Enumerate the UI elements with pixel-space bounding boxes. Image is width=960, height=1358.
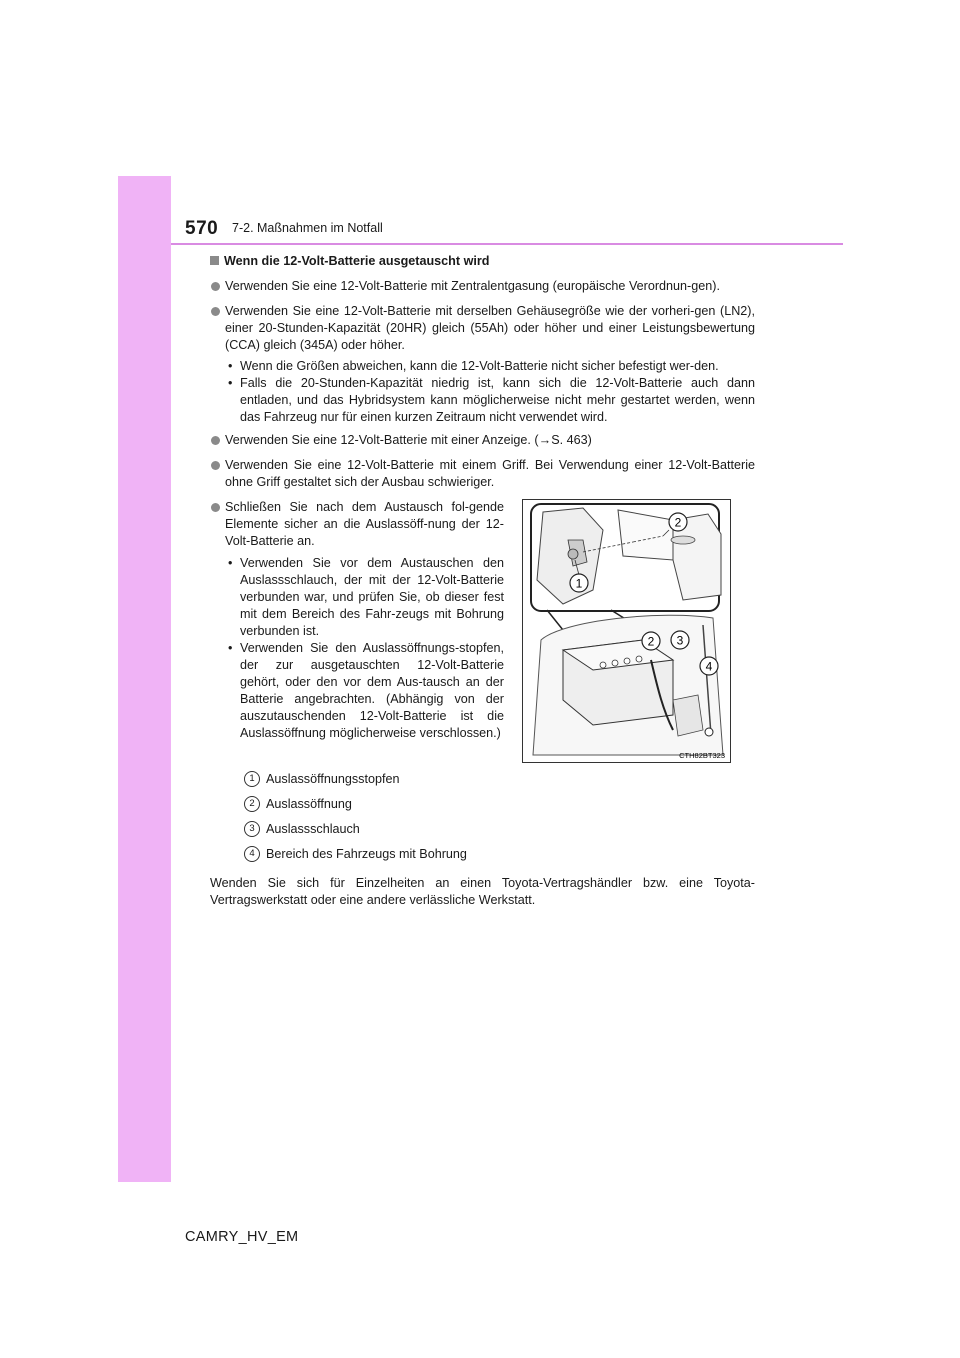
closing-paragraph: Wenden Sie sich für Einzelheiten an einen Toyota-Vertragshändler bzw. eine Toyota-Vertragswerkstatt oder eine andere verlässliche Werkstatt. <box>210 876 755 907</box>
callout-3: 3 <box>676 633 684 648</box>
sub-bullet-list <box>210 358 755 426</box>
callout-2: 2 <box>674 515 682 530</box>
sub-bullet-item: • Verwenden Sie vor dem Austauschen den Auslassschlauch, der mit der 12-Volt-Batterie verbunden war, und prüfen Sie, ob dieser fest mit dem Bereich des Fahr-zeugs mit Bohrung verbunden ist. <box>228 556 504 638</box>
callout-1: 1 <box>575 576 583 591</box>
section-title: 7-2. Maßnahmen im Notfall <box>232 221 383 235</box>
circle-bullet-icon <box>211 436 220 445</box>
bullet-item: Schließen Sie nach dem Austausch fol-gende Elemente sicher an die Auslassöff-nung der 12-Volt-Batterie an. <box>210 499 504 550</box>
bullet-item: Verwenden Sie eine 12-Volt-Batterie mit derselben Gehäusegröße wie der vorheri-gen (LN2), einer 20-Stunden-Kapazität (20HR) gleich (55Ah) oder höher und einer Leistungsbewertung (CCA) gleich (345A) oder höher. <box>210 303 755 354</box>
sub-bullet-item: • Falls die 20-Stunden-Kapazität niedrig ist, kann sich die 12-Volt-Batterie auch dann entladen, und das Hybridsystem kann möglicherweise nicht mehr gestartet werden, wenn das Fahrzeug nur für einen kurzen Zeitraum nicht verwendet wird. <box>228 376 755 424</box>
legend-item: 3 Auslassschlauch <box>210 821 755 846</box>
circle-bullet-icon <box>211 461 220 470</box>
figure-caption: CTH82BT323 <box>679 751 725 760</box>
circle-bullet-icon <box>211 307 220 316</box>
model-code: CAMRY_HV_EM <box>185 1229 299 1245</box>
callout-2-lower: 2 <box>647 634 655 649</box>
bullet-item: Verwenden Sie eine 12-Volt-Batterie mit einem Griff. Bei Verwendung einer 12-Volt-Batterie ohne Griff gestaltet sich der Ausbau schwieriger. <box>210 457 755 491</box>
chapter-sidebar-tab <box>118 176 171 1182</box>
legend-item: 1 Auslassöffnungsstopfen <box>210 771 755 796</box>
sub-bullet-item: • Wenn die Größen abweichen, kann die 12-Volt-Batterie nicht sicher befestigt wer-den. <box>228 359 719 373</box>
circle-bullet-icon <box>211 282 220 291</box>
two-column-section <box>210 499 755 769</box>
bullet-item: Verwenden Sie eine 12-Volt-Batterie mit einer Anzeige. (→S. 463) <box>210 432 755 449</box>
square-bullet-icon <box>210 256 219 265</box>
page-content <box>210 253 755 909</box>
bullet-item: Verwenden Sie eine 12-Volt-Batterie mit Zentralentgasung (europäische Verordnun-gen). <box>210 278 755 295</box>
figure-legend <box>210 771 755 871</box>
section-heading: Wenn die 12-Volt-Batterie ausgetauscht wird <box>210 253 755 270</box>
battery-drawing <box>523 500 730 762</box>
legend-item: 4 Bereich des Fahrzeugs mit Bohrung <box>210 846 755 871</box>
header-rule <box>171 243 843 245</box>
legend-item: 2 Auslassöffnung <box>210 796 755 821</box>
sub-bullet-item: • Verwenden Sie den Auslassöffnungs-stopfen, der zur ausgetauschten 12-Volt-Batterie gehört, oder den vor dem Aus-tausch an der Batterie angebrachten. (Abhängig von der auszutauschenden 12-Volt-Batterie ist die Auslassöffnung möglicherweise verschlossen.) <box>228 641 504 740</box>
circle-bullet-icon <box>211 503 220 512</box>
battery-illustration <box>522 499 731 763</box>
callout-4: 4 <box>705 659 713 674</box>
page-number: 570 <box>185 218 219 239</box>
left-column <box>210 499 504 742</box>
